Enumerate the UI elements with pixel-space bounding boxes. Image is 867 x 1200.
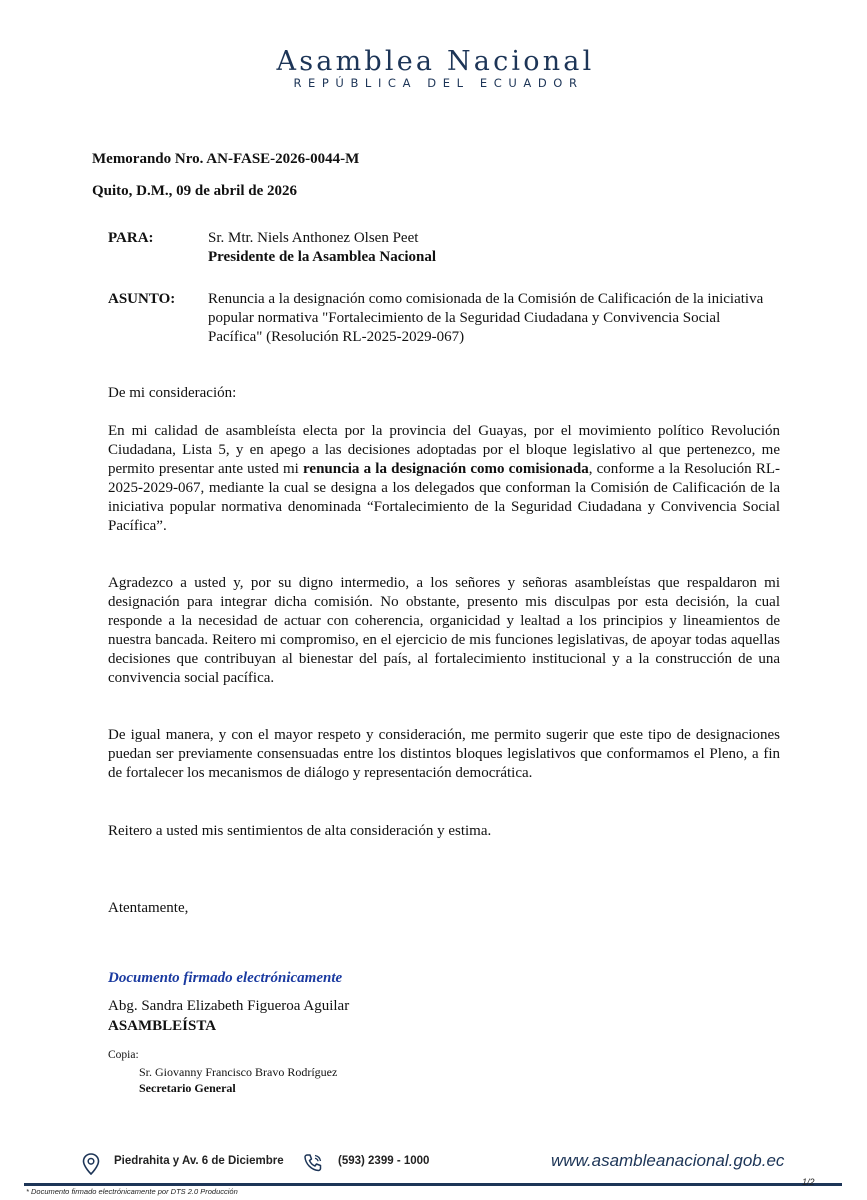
letterhead bbox=[0, 46, 867, 90]
copy-recipient-name: Sr. Giovanny Francisco Bravo Rodríguez bbox=[139, 1065, 338, 1079]
phone-icon bbox=[302, 1152, 324, 1174]
closing: Atentamente, bbox=[108, 900, 189, 916]
copy-label: Copia: bbox=[108, 1049, 139, 1061]
paragraph-1 bbox=[108, 422, 780, 536]
organization-subtitle: REPÚBLICA DEL ECUADOR bbox=[293, 76, 584, 90]
footer-phone: (593) 2399 - 1000 bbox=[338, 1155, 430, 1167]
footer-signature-note: * Documento firmado electrónicamente por DTS 2.0 Producción bbox=[26, 1187, 238, 1196]
copy-recipient-role: Secretario General bbox=[139, 1081, 236, 1095]
footer-divider bbox=[24, 1183, 842, 1186]
paragraph-1-bold: renuncia a la designación como comisionada bbox=[303, 461, 589, 477]
footer-website-link[interactable]: www.asambleanacional.gob.ec bbox=[551, 1151, 785, 1170]
subject-label: ASUNTO: bbox=[108, 291, 176, 307]
recipient-title: Presidente de la Asamblea Nacional bbox=[208, 249, 437, 265]
paragraph-3: De igual manera, y con el mayor respeto y consideración, me permito sugerir que este tipo de designaciones puedan ser previamente consensuadas entre los distintos bloques legislativos que conformamos el Pleno, a fin de fortalecer los mecanismos de diálogo y representación democrática. bbox=[108, 727, 780, 781]
paragraph-1-part-b: , conforme a la Resolución RL-2025-2029-067, mediante la cual se designa a los delegados que conforman la Comisión de Calificación de la iniciativa popular normativa denominada “Fortalecimiento de la Seguridad Ciudadana y Convivencia Social Pacífica”. bbox=[108, 461, 780, 534]
footer-address: Piedrahita y Av. 6 de Diciembre bbox=[114, 1155, 284, 1167]
paragraph-1-part-a: En mi calidad de asambleísta electa por la provincia del Guayas, por el movimiento político Revolución Ciudadana, Lista 5, y en apego a las decisiones adoptadas por el bloque legislativo al que pertenezco, me permito presentar ante usted mi bbox=[108, 423, 780, 477]
para-label: PARA: bbox=[108, 230, 154, 246]
signer-name: Abg. Sandra Elizabeth Figueroa Aguilar bbox=[108, 998, 350, 1014]
paragraph-4: Reitero a usted mis sentimientos de alta consideración y estima. bbox=[108, 823, 492, 839]
memo-date: Quito, D.M., 09 de abril de 2026 bbox=[92, 183, 297, 199]
location-pin-icon bbox=[82, 1153, 100, 1175]
paragraph-2: Agradezco a usted y, por su digno intermedio, a los señores y señoras asambleístas que respaldaron mi designación para integrar dicha comisión. No obstante, presento mis disculpas por esta decisión, la cual responde a la necesidad de actuar con coherencia, organicidad y lealtad a los principios y lineamientos de nuestra bancada. Reitero mi compromiso, en el ejercicio de mis funciones legislativas, de apoyar todas aquellas decisiones que contribuyan al bienestar del país, al fortalecimiento institucional y a la construcción de una convivencia social pacífica. bbox=[108, 575, 780, 686]
organization-name: Asamblea Nacional bbox=[276, 46, 595, 77]
recipient-name: Sr. Mtr. Niels Anthonez Olsen Peet bbox=[208, 230, 419, 246]
greeting: De mi consideración: bbox=[108, 385, 237, 401]
memo-number: Memorando Nro. AN-FASE-2026-0044-M bbox=[92, 151, 360, 167]
footer bbox=[0, 1142, 867, 1182]
page-number: 1/2 bbox=[802, 1177, 815, 1187]
electronic-signature-note: Documento firmado electrónicamente bbox=[108, 970, 343, 986]
recipient-block bbox=[208, 229, 436, 267]
subject-text: Renuncia a la designación como comisionada de la Comisión de Calificación de la iniciativa popular normativa "Fortalecimiento de la Seguridad Ciudadana y Convivencia Social Pacífica" (Resolución RL-2025-2029-067) bbox=[208, 291, 764, 345]
signer-role: ASAMBLEÍSTA bbox=[108, 1018, 217, 1034]
